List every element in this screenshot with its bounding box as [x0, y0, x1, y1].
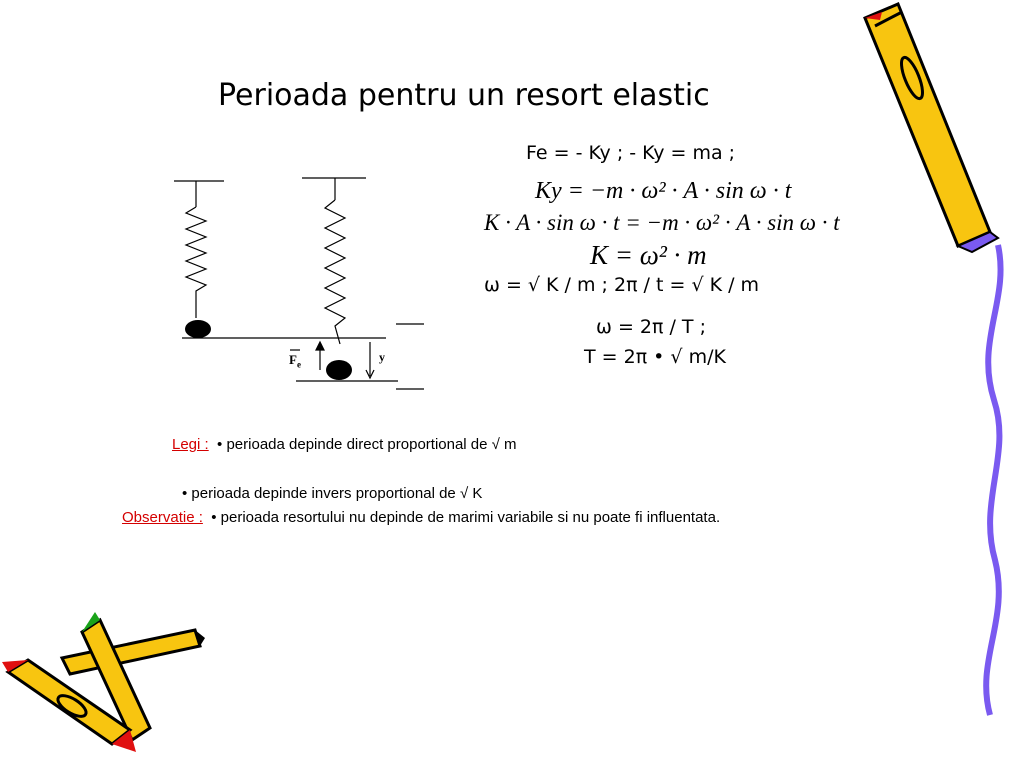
displacement-label: y [379, 350, 385, 364]
observatie-label: Observatie : [122, 509, 203, 526]
observatie-text: • perioada resortului nu depinde de marimi variabile si nu poate fi influentata. [211, 509, 721, 526]
equation-motion: Ky = −m · ω² · A · sin ω · t [535, 178, 792, 204]
force-label: $F_e$ [289, 352, 301, 370]
mass-top [185, 320, 211, 338]
pencils-cluster-icon [2, 612, 205, 752]
legi-label: Legi : [172, 436, 209, 453]
equation-k: K = ω² · m [590, 240, 707, 270]
slide-title: Perioada pentru un resort elastic [218, 78, 710, 113]
mass-bottom [326, 360, 352, 380]
equation-force: Fe = - Ky ; - Ky = ma ; [526, 142, 736, 164]
decorative-border [986, 245, 1000, 715]
observatie-row [122, 509, 720, 526]
equation-substituted: K · A · sin ω · t = −m · ω² · A · sin ω · t [484, 210, 840, 235]
legi-text-2: • perioada depinde invers proportional de √ K [182, 485, 483, 502]
equation-period: T = 2π • √ m/K [584, 346, 726, 368]
equation-omega-period: ω = 2π / T ; [596, 316, 706, 338]
legi-text-1: • perioada depinde direct proportional de √ m [217, 436, 517, 453]
equation-omega: ω = √ K / m ; 2π / t = √ K / m [484, 274, 760, 296]
legi-row [172, 436, 517, 453]
pencil-icon [865, 4, 998, 252]
